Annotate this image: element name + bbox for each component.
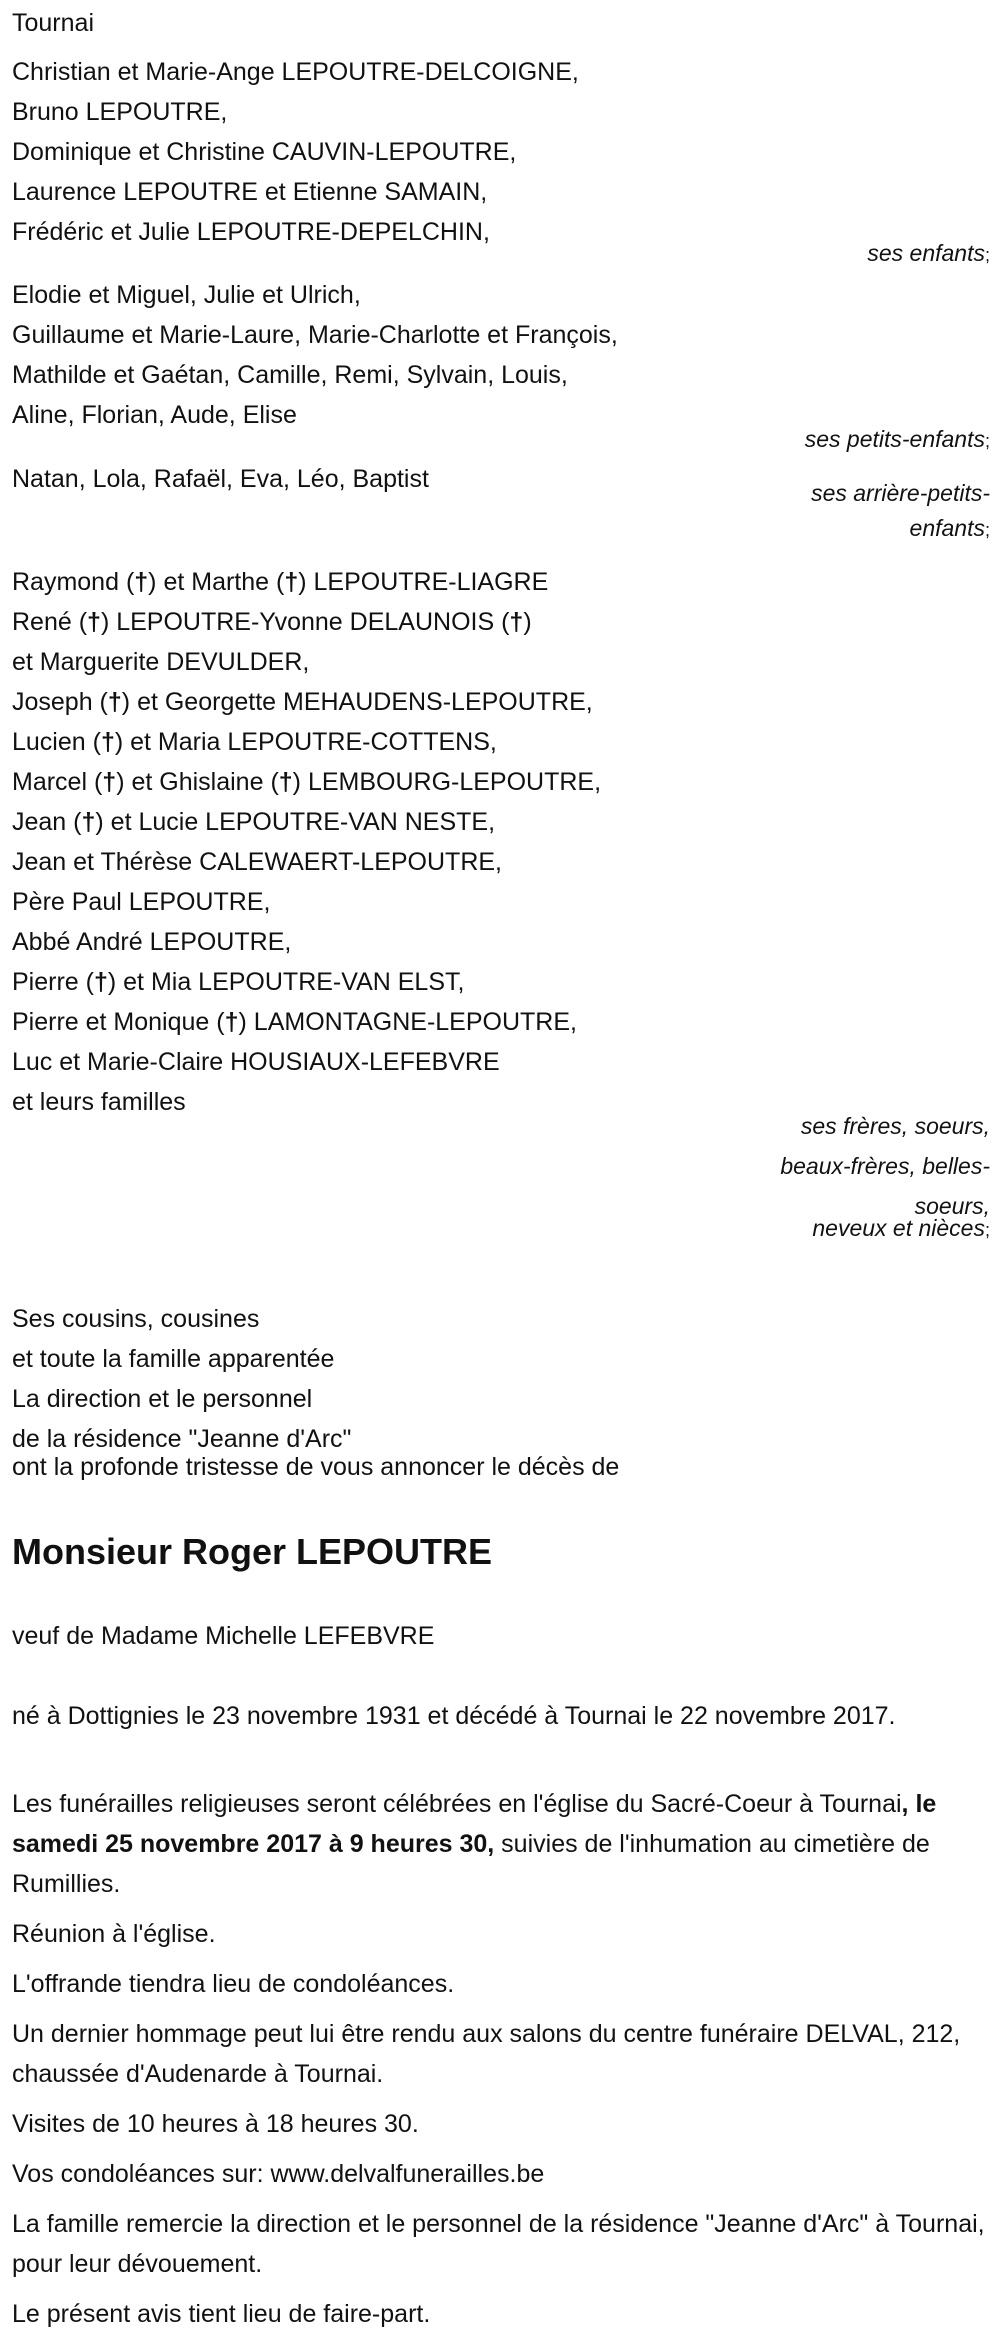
list-item: Lucien (†) et Maria LEPOUTRE-COTTENS, [12, 728, 497, 756]
list-item: Natan, Lola, Rafaël, Eva, Léo, Baptist [12, 465, 429, 493]
label-semicolon: ; [984, 1220, 990, 1240]
tribute: Un dernier hommage peut lui être rendu aux salons du centre funéraire DELVAL, 212, chaussée d'Audenarde à Tournai. [12, 2020, 961, 2088]
label-semicolon: ; [984, 431, 990, 451]
list-item: Frédéric et Julie LEPOUTRE-DEPELCHIN, [12, 218, 490, 246]
cross-icon: † [93, 968, 108, 996]
announcement: ont la profonde tristesse de vous annoncer le décès de [12, 1453, 620, 1481]
cross-icon: † [224, 1008, 239, 1036]
condolences-link[interactable]: www.delvalfunerailles.be [270, 2160, 545, 2188]
list-item: Abbé André LEPOUTRE, [12, 928, 292, 956]
label-text: ses enfants [867, 240, 985, 266]
birth-death: né à Dottignies le 23 novembre 1931 et décédé à Tournai le 22 novembre 2017. [12, 1702, 896, 1730]
cross-icon: † [81, 808, 96, 836]
list-item: Laurence LEPOUTRE et Etienne SAMAIN, [12, 178, 488, 206]
label-text: soeurs, [914, 1193, 990, 1219]
list-item: Christian et Marie-Ange LEPOUTRE-DELCOIGNE, [12, 58, 579, 86]
list-item: Marcel (†) et Ghislaine (†) LEMBOURG-LEPOUTRE, [12, 768, 602, 796]
label-semicolon: ; [984, 520, 990, 540]
list-item: Pierre (†) et Mia LEPOUTRE-VAN ELST, [12, 968, 465, 996]
meeting: Réunion à l'église. [12, 1920, 216, 1948]
cross-icon: † [284, 568, 299, 596]
cross-icon: † [509, 608, 524, 636]
list-item: Bruno LEPOUTRE, [12, 98, 228, 126]
list-item: Luc et Marie-Claire HOUSIAUX-LEFEBVRE [12, 1048, 500, 1076]
relationship-label-great-grandchildren [730, 478, 990, 545]
thanks: La famille remercie la direction et le personnel de la résidence "Jeanne d'Arc" à Tournai, pour leur dévouement. [12, 2210, 985, 2278]
location: Tournai [12, 9, 94, 37]
cross-icon: † [87, 608, 101, 636]
list-item: Dominique et Christine CAUVIN-LEPOUTRE, [12, 138, 517, 166]
list-item: La direction et le personnel [12, 1385, 313, 1413]
relationship-label-grandchildren [730, 424, 990, 456]
funeral-details: Les funérailles religieuses seront célébrées en l'église du Sacré-Coeur à Tournai, le samedi 25 novembre 2017 à 9 heures 30, suivies de l'inhumation au cimetière de Rumillies. [12, 1790, 937, 1898]
cross-icon: † [107, 688, 122, 716]
list-item: Ses cousins, cousines [12, 1305, 260, 1333]
closing: Le présent avis tient lieu de faire-part. [12, 2300, 431, 2328]
list-item: Aline, Florian, Aude, Elise [12, 401, 297, 429]
label-text: enfants [909, 515, 985, 541]
label-text: ses petits-enfants [804, 426, 985, 452]
list-item: Joseph (†) et Georgette MEHAUDENS-LEPOUTRE, [12, 688, 593, 716]
list-item: Guillaume et Marie-Laure, Marie-Charlotte et François, [12, 321, 618, 349]
list-item: Elodie et Miguel, Julie et Ulrich, [12, 281, 361, 309]
deceased-name: Monsieur Roger LEPOUTRE [12, 1531, 493, 1572]
offering: L'offrande tiendra lieu de condoléances. [12, 1970, 455, 1998]
funeral-date-time: , le samedi 25 novembre 2017 à 9 heures 30, [12, 1790, 937, 1858]
cross-icon: † [134, 568, 149, 596]
relationship-label-children [730, 238, 990, 270]
label-text: beaux-frères, belles- [780, 1153, 990, 1179]
list-item: René (†) LEPOUTRE-Yvonne DELAUNOIS (†) [12, 608, 532, 636]
list-item: Jean et Thérèse CALEWAERT-LEPOUTRE, [12, 848, 503, 876]
list-item: de la résidence "Jeanne d'Arc" [12, 1425, 352, 1453]
list-item: Raymond (†) et Marthe (†) LEPOUTRE-LIAGRE [12, 568, 549, 596]
list-item: et Marguerite DEVULDER, [12, 648, 310, 676]
list-item: Jean (†) et Lucie LEPOUTRE-VAN NESTE, [12, 808, 496, 836]
visits: Visites de 10 heures à 18 heures 30. [12, 2110, 419, 2138]
widower-of: veuf de Madame Michelle LEFEBVRE [12, 1622, 435, 1650]
list-item: et toute la famille apparentée [12, 1345, 335, 1373]
label-text: ses arrière-petits- [811, 480, 990, 506]
label-text: neveux et nièces [812, 1215, 985, 1241]
relationship-label-siblings [730, 1111, 990, 1245]
list-item: Mathilde et Gaétan, Camille, Remi, Sylvain, Louis, [12, 361, 568, 389]
label-text: ses frères, soeurs, [800, 1113, 990, 1139]
list-item: Père Paul LEPOUTRE, [12, 888, 271, 916]
cross-icon: † [100, 728, 115, 756]
condolences: Vos condoléances sur: www.delvalfunerailles.be [12, 2160, 545, 2188]
list-item: et leurs familles [12, 1088, 186, 1116]
label-semicolon: ; [984, 245, 990, 265]
list-item: Pierre et Monique (†) LAMONTAGNE-LEPOUTRE, [12, 1008, 577, 1036]
cross-icon: † [102, 768, 117, 796]
cross-icon: † [278, 768, 293, 796]
